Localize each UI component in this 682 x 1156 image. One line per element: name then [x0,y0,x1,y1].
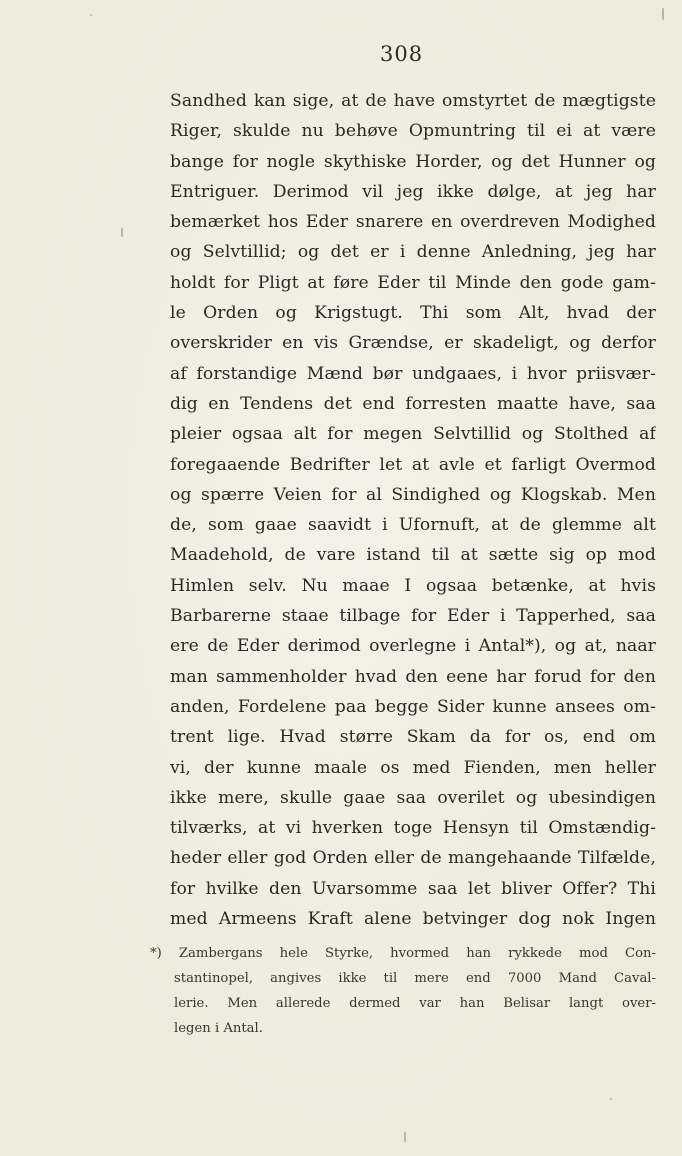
text-line: tilværks, at vi hverken toge Hensyn til Omstændig- [170,818,656,839]
text-line: Maadehold, de vare istand til at sætte sig op mod [170,545,656,566]
text-line: ikke mere, skulle gaae saa overilet og ubesindigen [170,787,656,808]
footnote-line: stantinopel, angives ikke til mere end 7000 Mand Caval- [174,971,656,986]
text-line: pleier ogsaa alt for megen Selvtillid og Stolthed af [170,424,656,445]
text-line: Entriguer. Derimod vil jeg ikke dølge, at jeg har [170,181,656,202]
footnote-line: lerie. Men allerede dermed var han Belisar langt over- [174,996,656,1011]
text-line: bemærket hos Eder snarere en overdreven Modighed [170,212,656,233]
text-line: de, som gaae saavidt i Ufornuft, at de glemme alt [170,515,656,536]
text-line: og spærre Veien for al Sindighed og Klogskab. Men [170,484,656,505]
text-line: anden, Fordelene paa begge Sider kunne ansees om- [170,696,656,717]
text-line: Himlen selv. Nu maae I ogsaa betænke, at hvis [170,575,656,596]
paper-speck [121,228,123,237]
page-number: 308 [380,42,424,66]
text-line: Sandhed kan sige, at de have omstyrtet de mægtigste [170,91,656,111]
footnote-line: legen i Antal. [174,1021,263,1036]
text-line: man sammenholder hvad den eene har forud for den [170,666,656,687]
paper-speck [404,1132,406,1142]
text-line: Riger, skulde nu behøve Opmuntring til ei at være [170,121,656,142]
paper-speck [90,14,92,16]
text-line: heder eller god Orden eller de mangehaande Tilfælde, [170,848,656,869]
text-line: le Orden og Krigstugt. Thi som Alt, hvad der [170,303,656,324]
paper-speck [662,8,664,20]
text-line: af forstandige Mænd bør undgaaes, i hvor priisvær- [170,363,656,384]
text-line: vi, der kunne maale os med Fienden, men heller [170,757,656,778]
footnote-line: *) Zambergans hele Styrke, hvormed han rykkede mod Con- [150,946,656,961]
paper-speck [610,1098,612,1100]
text-line: ere de Eder derimod overlegne i Antal*), og at, naar [170,636,656,657]
body-text [170,86,656,934]
text-line: dig en Tendens det end forresten maatte have, saa [170,393,656,414]
text-line: for hvilke den Uvarsomme saa let bliver Offer? Thi [170,878,656,899]
text-line: holdt for Pligt at føre Eder til Minde den gode gam- [170,272,656,293]
text-line: foregaaende Bedrifter let at avle et farligt Overmod [170,454,656,475]
text-line: Barbarerne staae tilbage for Eder i Tapperhed, saa [170,606,656,627]
text-line: og Selvtillid; og det er i denne Anledning, jeg har [170,242,656,263]
text-line: med Armeens Kraft alene betvinger dog nok Ingen [170,909,656,930]
footnote [150,941,656,1041]
text-line: bange for nogle skythiske Horder, og det Hunner og [170,151,656,172]
text-line: trent lige. Hvad større Skam da for os, end om [170,727,656,748]
text-line: overskrider en vis Grændse, er skadeligt, og derfor [170,333,656,354]
